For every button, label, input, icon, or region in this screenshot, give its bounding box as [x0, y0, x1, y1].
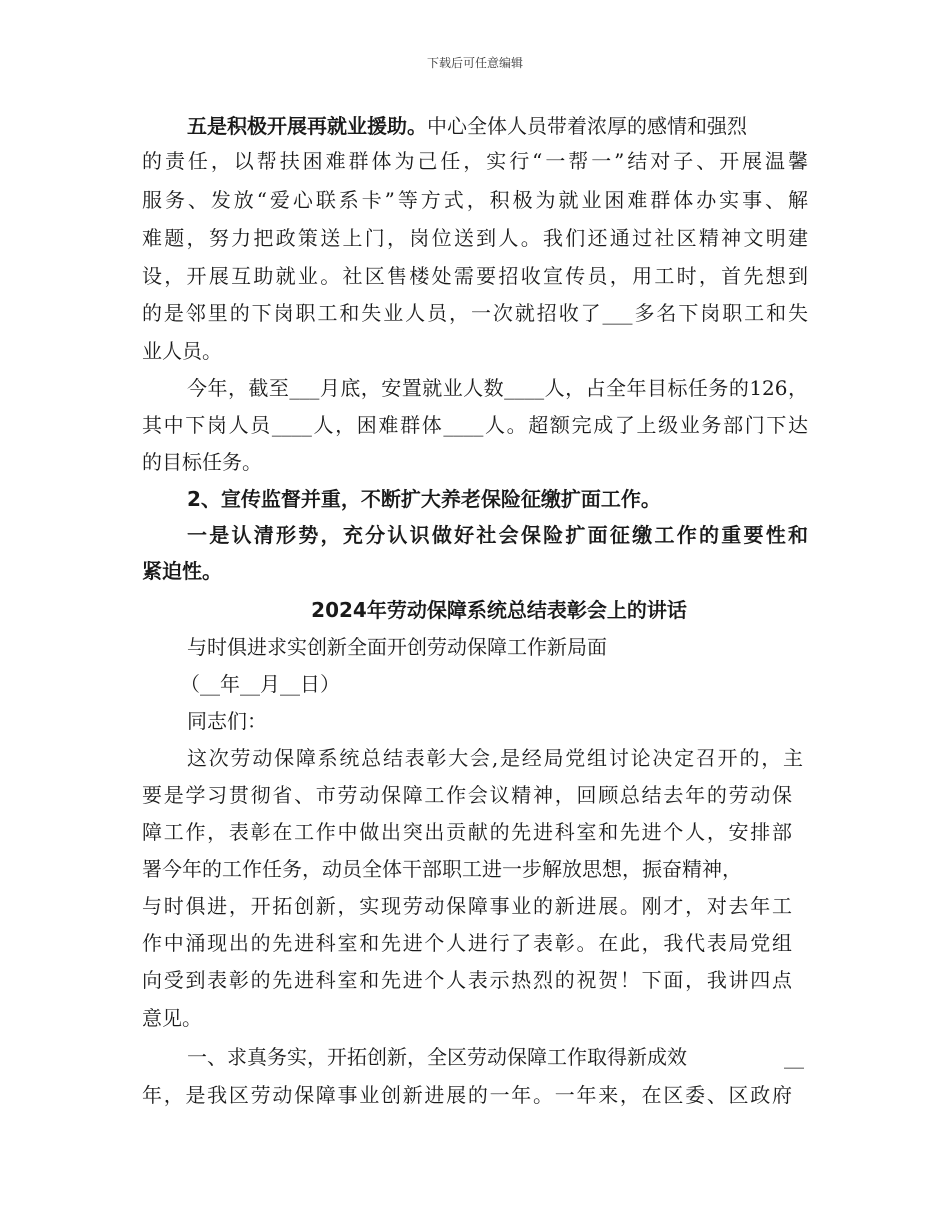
greeting: 同志们： [187, 709, 267, 733]
p1-lead-heading: 五是积极开展再就业援助。 [187, 114, 427, 138]
p1-line-1 [187, 112, 747, 140]
speech-title: 2024年劳动保障系统总结表彰会上的讲话 [311, 598, 687, 622]
p1-line-6: 的是邻里的下岗职工和失业人员，一次就招收了___多名下岗职工和失 [142, 301, 808, 325]
p3-line-2: 要是学习贯彻省、市劳动保障工作会议精神，回顾总结去年的劳动保 [142, 783, 792, 807]
section-heading-2: 2、宣传监督并重，不断扩大养老保险征缴扩面工作。 [187, 487, 661, 511]
p4-line-1-blank: __ [784, 1045, 804, 1069]
p3-line-6: 作中涌现出的先进科室和先进个人进行了表彰。在此，我代表局党组 [142, 931, 792, 955]
p1-line-3: 服务、发放“爱心联系卡”等方式，积极为就业困难群体办实事、解 [142, 188, 808, 212]
p3-line-1: 这次劳动保障系统总结表彰大会,是经局党组讨论决定召开的，主 [187, 746, 803, 770]
p3-line-8: 意见。 [142, 1006, 202, 1030]
p4-line-2: 年，是我区劳动保障事业创新进展的一年。一年来，在区委、区政府 [142, 1083, 792, 1107]
p1-line-7: 业人员。 [142, 339, 222, 363]
speech-subtitle: 与时俱进求实创新全面开创劳动保障工作新局面 [187, 635, 607, 659]
p1-line-2: 的责任，以帮扶困难群体为己任，实行“一帮一”结对子、开展温馨 [142, 149, 808, 173]
p2-line-1: 今年，截至___月底，安置就业人数____人，占全年目标任务的126， [187, 376, 808, 400]
p3-line-4: 署今年的工作任务，动员全体干部职工进一步解放思想，振奋精神， [142, 857, 742, 881]
p1-line-5: 设，开展互助就业。社区售楼处需要招收宣传员，用工时，首先想到 [142, 264, 808, 288]
p1-line-1-rest: 中心全体人员带着浓厚的感情和强烈 [427, 114, 747, 138]
subsection-heading-line-2: 紧迫性。 [142, 559, 222, 583]
speech-date: （__年__月__日） [180, 672, 340, 696]
p3-line-3: 障工作，表彰在工作中做出突出贡献的先进科室和先进个人，安排部 [142, 820, 792, 844]
p4-line-1: 一、求真务实，开拓创新，全区劳动保障工作取得新成效 [187, 1045, 687, 1069]
page-header: 下载后可任意编辑 [426, 56, 523, 70]
subsection-heading-line-1: 一是认清形势，充分认识做好社会保险扩面征缴工作的重要性和 [187, 523, 808, 547]
p2-line-2: 其中下岗人员____人，困难群体____人。超额完成了上级业务部门下达 [142, 413, 808, 437]
p3-line-7: 向受到表彰的先进科室和先进个人表示热烈的祝贺！下面，我讲四点 [142, 968, 792, 992]
p2-line-3: 的目标任务。 [142, 450, 262, 474]
p1-line-4: 难题，努力把政策送上门，岗位送到人。我们还通过社区精神文明建 [142, 226, 808, 250]
p3-line-5: 与时俱进，开拓创新，实现劳动保障事业的新进展。刚才，对去年工 [142, 894, 792, 918]
